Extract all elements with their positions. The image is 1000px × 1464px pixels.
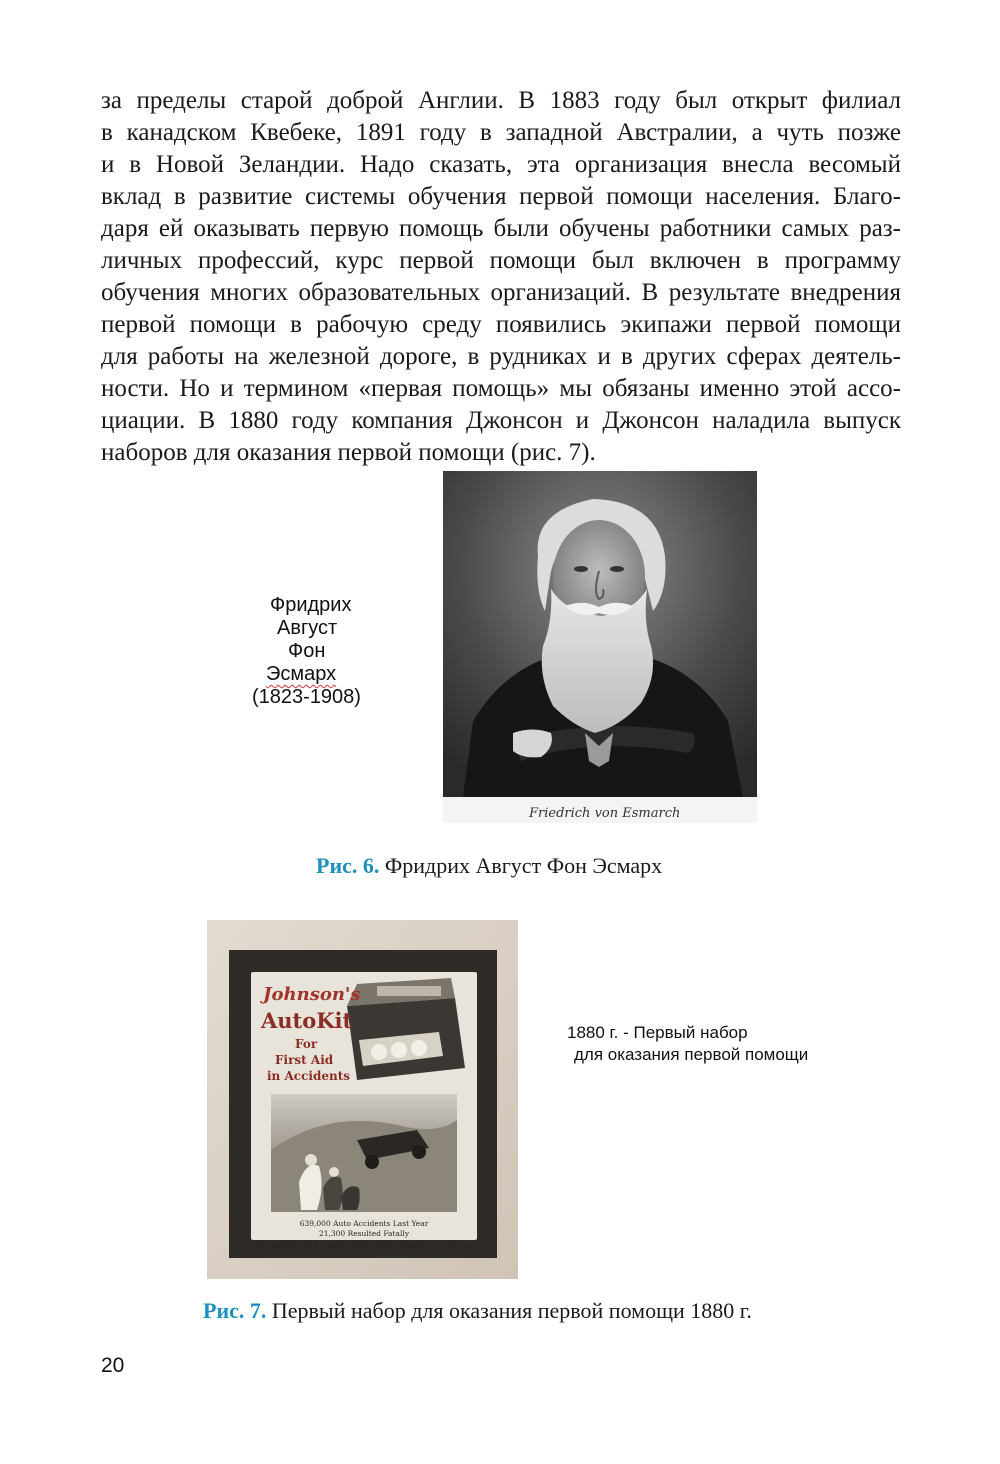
poster-line2: First Aid [275, 1053, 334, 1067]
body-line: за пределы старой доброй Англии. В 1883 году был открыт филиал [101, 87, 901, 114]
figure6-caption [316, 853, 662, 879]
poster-brand: Johnson's [263, 984, 361, 1005]
poster-line1: For [295, 1037, 318, 1051]
figure6-side-label [230, 594, 410, 709]
body-line: ности. Но и термином «первая помощь» мы обязаны именно этой ассо- [101, 375, 901, 402]
body-line: обучения многих образовательных организаций. В результате внедрения [101, 279, 901, 306]
poster-stat3: THOUSANDS COULD HAVE BEEN SAVED THROUGH FIRST AID [249, 1241, 479, 1249]
body-line: личных профессий, курс первой помощи был включен в программу [101, 247, 901, 274]
figure7-side-line: 1880 г. - Первый набор [567, 1023, 748, 1042]
poster-line3: in Accidents [267, 1069, 350, 1083]
body-line: циации. В 1880 году компания Джонсон и Джонсон наладила выпуск [101, 407, 901, 434]
autokit-poster-photo [207, 920, 518, 1279]
page-number: 20 [101, 1354, 125, 1377]
body-paragraph [101, 85, 901, 469]
poster-stat1: 639,000 Auto Accidents Last Year [299, 1219, 429, 1228]
portrait-name-line: Август [277, 617, 338, 639]
figure7-caption [203, 1298, 752, 1324]
body-line: вклад в развитие системы обучения первой помощи населения. Благо- [101, 183, 901, 210]
poster-stat2: 21,300 Resulted Fatally [318, 1229, 410, 1238]
portrait-name-line: Эсмарх [266, 663, 337, 685]
portrait-signature: Friedrich von Esmarch [529, 806, 681, 821]
figure7-side-line: для оказания первой помощи [574, 1045, 809, 1064]
figure7-caption-label: Рис. 7. [203, 1298, 267, 1323]
figure6-caption-label: Рис. 6. [316, 853, 380, 878]
portrait-name-line: Фон [288, 640, 326, 662]
body-line: в канадском Квебеке, 1891 году в западной Австралии, а чуть позже [101, 119, 901, 146]
body-line: даря ей оказывать первую помощь были обучены работники самых раз- [101, 215, 901, 242]
autokit-poster-illustration [207, 920, 518, 1279]
portrait-years: (1823-1908) [252, 686, 361, 708]
figure6-caption-text: Фридрих Август Фон Эсмарх [379, 853, 663, 878]
body-line: наборов для оказания первой помощи (рис. 7). [101, 439, 596, 466]
body-line: и в Новой Зеландии. Надо сказать, эта организация внесла весомый [101, 151, 901, 178]
body-line: для работы на железной дороге, в рудниках и в других сферах деятель- [101, 343, 901, 370]
portrait-photo [443, 471, 757, 823]
poster-product: AutoKit [261, 1008, 353, 1033]
figure7-side-label [567, 1022, 808, 1066]
body-line: первой помощи в рабочую среду появились экипажи первой помощи [101, 311, 901, 338]
portrait-name-line: Фридрих [270, 594, 352, 616]
figure7-caption-text: Первый набор для оказания первой помощи 1880 г. [266, 1298, 752, 1323]
portrait-illustration [443, 471, 757, 823]
